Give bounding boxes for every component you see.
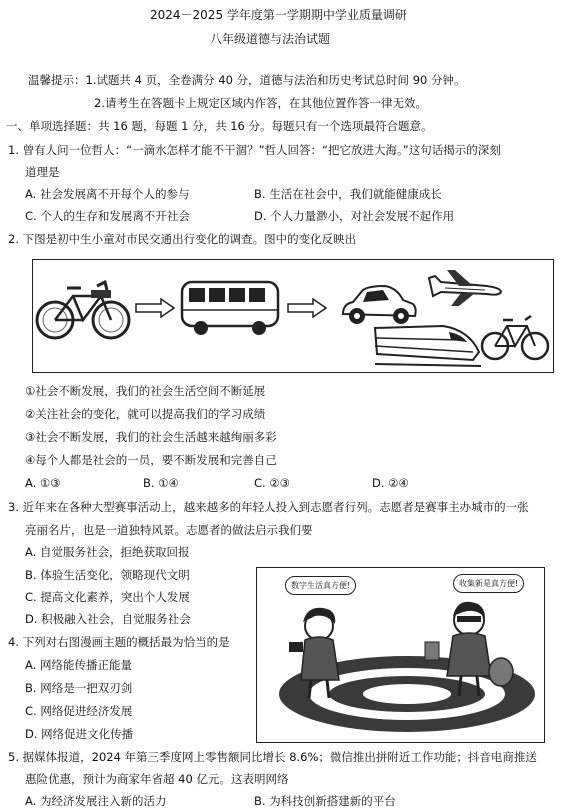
q1-option-d: D. 个人力量渺小，对社会发展不起作用 <box>254 209 455 223</box>
q2-option-d: D. ②④ <box>372 476 409 490</box>
airplane-icon <box>425 264 505 308</box>
q2-statement-3: ③社会不断发展，我们的社会生活越来越绚丽多彩 <box>25 430 277 444</box>
q3-stem-line-2: 亮丽名片，也是一道独特风景。志愿者的做法启示我们要 <box>25 523 313 537</box>
bicycle-icon <box>479 312 551 364</box>
arrow-right-icon <box>287 298 327 318</box>
q3-stem-line-1: 3. 近年来在各种大型赛事活动上，越来越多的年轻人投入到志愿者行列。志愿者是赛事主办城市的一张 <box>8 500 529 514</box>
page-subtitle: 八年级道德与法治试题 <box>210 32 331 46</box>
q5-option-a: A. 为经济发展注入新的活力 <box>25 794 167 808</box>
tips-line-2: 2.请考生在答题卡上规定区域内作答，在其他位置作答一律无效。 <box>94 96 427 110</box>
q4-option-c: C. 网络促进经济发展 <box>25 704 133 718</box>
q5-stem-line-2: 惠险优惠，预计为商家年省超 40 亿元。这表明网络 <box>25 772 289 786</box>
bus-icon <box>179 278 281 338</box>
q2-option-a: A. ①③ <box>25 476 61 490</box>
q2-statement-4: ④每个人都是社会的一员，要不断发展和完善自己 <box>25 453 277 467</box>
q4-stem: 4. 下列对右图漫画主题的概括最为恰当的是 <box>8 635 230 649</box>
bicycle-icon <box>35 274 131 344</box>
tips-line-1: 温馨提示：1.试题共 4 页，全卷满分 40 分，道德与法治和历史考试总时间 90 分钟。 <box>28 73 466 87</box>
q1-option-c: C. 个人的生存和发展离不开社会 <box>25 209 190 223</box>
transport-figure <box>32 259 554 373</box>
speech-bubble-right: 收集新是真方便! <box>453 574 524 593</box>
q2-option-c: C. ②③ <box>254 476 290 490</box>
q3-option-d: D. 积极融入社会，自觉服务社会 <box>25 612 191 626</box>
q5-option-b: B. 为科技创新搭建新的平台 <box>254 794 396 808</box>
q2-option-b: B. ①④ <box>143 476 179 490</box>
q1-option-b: B. 生活在社会中，我们就能健康成长 <box>254 187 442 201</box>
speech-bubble-left: 数字生活真方便! <box>285 576 356 595</box>
q4-option-d: D. 网络促进文化传播 <box>25 727 134 741</box>
q2-stem: 2. 下图是初中生小童对市民交通出行变化的调查。图中的变化反映出 <box>8 232 357 246</box>
q4-option-b: B. 网络是一把双刃剑 <box>25 681 133 695</box>
q1-stem-line-2: 道理是 <box>25 165 60 179</box>
arrow-right-icon <box>135 298 175 318</box>
q1-option-a: A. 社会发展离不开每个人的参与 <box>25 187 190 201</box>
q1-stem-line-1: 1. 曾有人问一位哲人：“一滴水怎样才能不干涸？”哲人回答：“把它放进大海。”这句话揭示的深刻 <box>8 143 501 157</box>
q3-option-c: C. 提高文化素养，突出个人发展 <box>25 590 190 604</box>
q5-stem-line-1: 5. 据媒体报道，2024 年第三季度网上零售额同比增长 8.6%；微信推出拼附近工作功能；抖音电商推送 <box>8 750 537 764</box>
q3-option-b: B. 体验生活变化，领略现代文明 <box>25 568 190 582</box>
page-title: 2024－2025 学年度第一学期期中学业质量调研 <box>150 8 407 22</box>
q2-statement-1: ①社会不断发展，我们的社会生活空间不断延展 <box>25 384 266 398</box>
q4-option-a: A. 网络能传播正能量 <box>25 658 132 672</box>
cartoon-figure <box>256 567 545 743</box>
train-icon <box>373 318 483 368</box>
section-heading: 一、单项选择题：共 16 题，每题 1 分，共 16 分。每题只有一个选项最符合题意。 <box>6 119 433 133</box>
q3-option-a: A. 自觉服务社会，拒绝获取回报 <box>25 545 190 559</box>
q2-statement-2: ②关注社会的变化，就可以提高我们的学习成绩 <box>25 407 266 421</box>
